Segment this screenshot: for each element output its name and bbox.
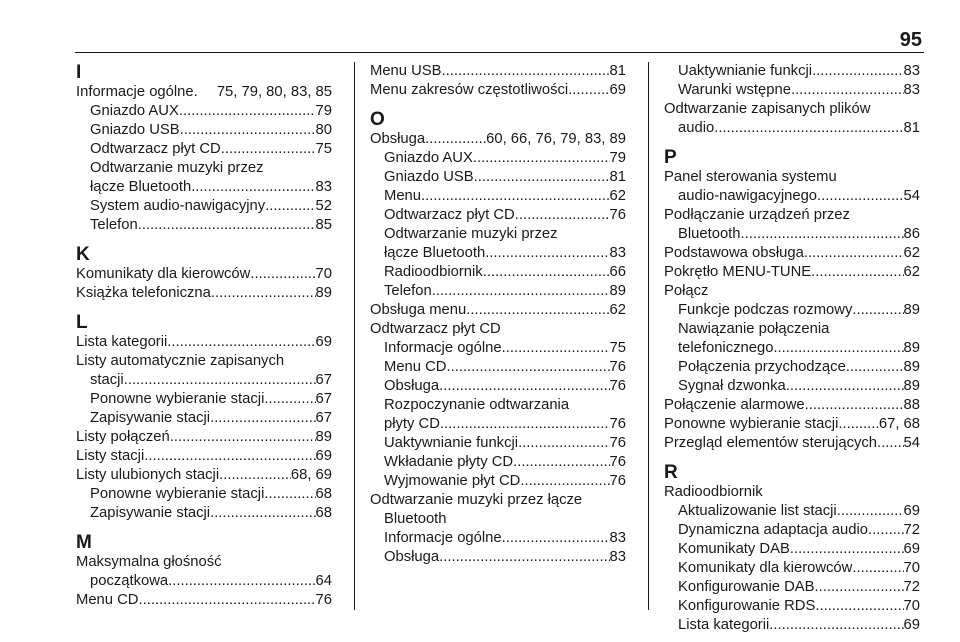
dot-leader — [439, 377, 609, 396]
index-entry-pages: 80 — [315, 122, 332, 138]
index-entry-term: Uaktywnianie funkcji — [678, 63, 813, 79]
index-entry-term: Bluetooth — [678, 226, 741, 242]
dot-leader — [791, 81, 904, 100]
dot-leader — [210, 409, 315, 428]
index-entry — [370, 244, 626, 263]
dot-leader — [502, 529, 610, 548]
index-entry — [664, 187, 920, 206]
index-entry — [76, 121, 332, 140]
index-entry-pages: 52 — [315, 198, 332, 214]
index-entry-term: Lista kategorii — [76, 334, 168, 350]
index-entry-term: Warunki wstępne — [678, 82, 791, 98]
dot-leader — [846, 358, 904, 377]
dot-leader — [211, 284, 316, 303]
index-entry-term: Podstawowa obsługa — [664, 245, 804, 261]
dot-leader — [513, 453, 609, 472]
dot-leader — [520, 472, 609, 491]
index-entry — [370, 377, 626, 396]
index-entry-term: Gniazdo USB — [90, 122, 180, 138]
index-entry-text: Odtwarzanie zapisanych plików — [664, 101, 871, 117]
dot-leader — [264, 390, 315, 409]
index-letter-heading: L — [76, 312, 88, 333]
index-entry — [370, 130, 626, 149]
index-entry-pages: 85 — [315, 217, 332, 233]
dot-leader — [805, 396, 904, 415]
index-entry-term: Wyjmowanie płyt CD — [384, 473, 521, 489]
index-entry-term: telefonicznego — [678, 340, 774, 356]
index-entry-pages: 89 — [903, 302, 920, 318]
index-entry — [664, 81, 920, 100]
index-entry-pages: 72 — [903, 579, 920, 595]
page-number: 95 — [899, 29, 922, 51]
dot-leader — [817, 187, 904, 206]
index-entry-pages: 69 — [903, 503, 920, 519]
dot-leader — [518, 434, 609, 453]
index-entry-pages: 81 — [903, 120, 920, 136]
index-entry-pages: 62 — [903, 264, 920, 280]
dot-leader — [790, 540, 904, 559]
index-entry-pages: 76 — [609, 454, 626, 470]
dot-leader — [210, 504, 315, 523]
index-entry-term: Telefon — [90, 217, 138, 233]
dot-leader — [868, 521, 904, 540]
index-letter-heading: M — [76, 532, 92, 553]
index-entry-pages: 76 — [609, 416, 626, 432]
index-entry-term: Menu CD — [76, 592, 139, 608]
dot-leader — [138, 216, 316, 235]
index-entry-pages: 67 — [315, 372, 332, 388]
index-entry — [76, 390, 332, 409]
index-entry-pages: 83 — [903, 63, 920, 79]
index-entry-term: płyty CD — [384, 416, 440, 432]
dot-leader — [815, 597, 903, 616]
column-divider — [354, 62, 355, 610]
dot-leader — [877, 434, 904, 453]
index-entry — [370, 453, 626, 472]
index-entry-term: Zapisywanie stacji — [90, 410, 211, 426]
index-entry-pages: 62 — [609, 188, 626, 204]
index-entry-pages: 76 — [609, 378, 626, 394]
index-entry-pages: 68 — [315, 505, 332, 521]
index-entry-term: Obsługa menu — [370, 302, 467, 318]
index-entry-term: początkowa — [90, 573, 169, 589]
index-entry-term: Informacje ogólne — [384, 340, 502, 356]
index-entry-pages: 81 — [609, 169, 626, 185]
index-entry-term: Ponowne wybieranie stacji — [90, 486, 265, 502]
index-entry-term: łącze Bluetooth — [90, 179, 192, 195]
index-entry — [76, 371, 332, 390]
index-entry-text: Radioodbiornik — [664, 484, 763, 500]
dot-leader — [170, 428, 316, 447]
dot-leader — [786, 377, 904, 396]
dot-leader — [773, 339, 903, 358]
index-entry-term: Ponowne wybieranie stacji — [90, 391, 265, 407]
dot-leader — [466, 301, 609, 320]
index-entry — [664, 62, 920, 81]
dot-leader — [474, 168, 610, 187]
index-entry-text: Podłączanie urządzeń przez — [664, 207, 850, 223]
dot-leader — [811, 263, 903, 282]
index-entry-term: łącze Bluetooth — [384, 245, 486, 261]
index-entry-pages: 60, 66, 76, 79, 83, 89 — [486, 131, 626, 147]
index-entry — [370, 301, 626, 320]
index-entry-pages: 88 — [903, 397, 920, 413]
column-divider — [648, 62, 649, 610]
index-entry-term: Konfigurowanie DAB — [678, 579, 815, 595]
index-column-2 — [370, 62, 626, 567]
dot-leader — [219, 466, 291, 485]
index-entry — [370, 81, 626, 100]
index-entry — [370, 206, 626, 225]
dot-leader — [168, 572, 315, 591]
index-entry-pages: 89 — [903, 359, 920, 375]
index-entry-pages: 54 — [903, 188, 920, 204]
index-entry-pages: 86 — [903, 226, 920, 242]
dot-leader — [837, 502, 904, 521]
index-entry-pages: 89 — [609, 283, 626, 299]
index-entry-pages: 70 — [903, 560, 920, 576]
index-entry-term: Aktualizowanie list stacji — [678, 503, 837, 519]
index-entry-pages: 69 — [903, 617, 920, 633]
index-entry-pages: 67 — [315, 410, 332, 426]
index-entry-text: Listy automatycznie zapisanych — [76, 353, 285, 369]
dot-leader — [250, 265, 315, 284]
index-entry — [76, 284, 332, 303]
index-entry — [664, 119, 920, 138]
index-entry — [664, 301, 920, 320]
index-entry-term: Książka telefoniczna — [76, 285, 211, 301]
dot-leader — [502, 339, 610, 358]
index-entry — [76, 83, 332, 102]
index-entry — [664, 415, 920, 434]
index-entry-term: Konfigurowanie RDS — [678, 598, 816, 614]
dot-leader — [812, 62, 903, 81]
index-entry-term: stacji — [90, 372, 124, 388]
index-entry — [370, 62, 626, 81]
index-entry-term: Komunikaty dla kierowców — [76, 266, 251, 282]
index-entry — [370, 529, 626, 548]
index-entry-pages: 79 — [609, 150, 626, 166]
index-entry-term: Połączenia przychodzące — [678, 359, 846, 375]
index-entry-pages: 75 — [315, 141, 332, 157]
index-entry — [664, 616, 920, 635]
index-entry-pages: 69 — [315, 448, 332, 464]
index-entry-pages: 69 — [903, 541, 920, 557]
dot-leader — [804, 244, 904, 263]
dot-leader — [483, 263, 610, 282]
index-entry-term: Funkcje podczas rozmowy — [678, 302, 853, 318]
index-entry — [664, 597, 920, 616]
index-entry-text: Odtwarzanie muzyki przez — [384, 226, 558, 242]
header-rule — [75, 52, 924, 53]
index-entry — [370, 187, 626, 206]
index-entry-term: Komunikaty DAB — [678, 541, 790, 557]
index-entry-pages: 76 — [609, 359, 626, 375]
index-entry-text: Odtwarzanie muzyki przez — [90, 160, 264, 176]
index-entry-term: audio — [678, 120, 715, 136]
index-letter-heading: I — [76, 62, 82, 83]
index-entry-pages: 83 — [609, 530, 626, 546]
dot-leader — [442, 62, 610, 81]
index-entry-term: Gniazdo AUX — [384, 150, 473, 166]
index-entry-term: Lista kategorii — [678, 617, 770, 633]
index-entry-term: Menu — [384, 188, 422, 204]
index-entry — [664, 578, 920, 597]
index-entry — [370, 282, 626, 301]
index-entry-pages: 75 — [609, 340, 626, 356]
index-entry — [664, 358, 920, 377]
dot-leader — [264, 485, 315, 504]
index-entry-term: Listy stacji — [76, 448, 145, 464]
dot-leader — [144, 447, 315, 466]
index-entry-term: Obsługa — [384, 378, 440, 394]
index-entry-term: Informacje ogólne. — [76, 84, 198, 100]
index-entry-term: Odtwarzacz płyt CD — [384, 207, 515, 223]
index-entry-text: Odtwarzanie muzyki przez łącze — [370, 492, 583, 508]
index-entry-pages: 76 — [609, 473, 626, 489]
dot-leader — [473, 149, 610, 168]
index-entry-term: Dynamiczna adaptacja audio — [678, 522, 869, 538]
index-entry-term: Telefon — [384, 283, 432, 299]
index-letter-heading: R — [664, 462, 678, 483]
index-entry — [76, 140, 332, 159]
index-entry-pages: 67, 68 — [878, 416, 920, 432]
index-entry-term: System audio-nawigacyjny — [90, 198, 266, 214]
index-entry-pages: 66 — [609, 264, 626, 280]
dot-leader — [485, 244, 609, 263]
index-entry-term: Przegląd elementów sterujących — [664, 435, 878, 451]
index-entry — [664, 434, 920, 453]
index-entry-term: Odtwarzacz płyt CD — [90, 141, 221, 157]
dot-leader — [741, 225, 904, 244]
index-entry — [664, 377, 920, 396]
index-entry-pages: 83 — [315, 179, 332, 195]
dot-leader — [815, 578, 904, 597]
index-entry-term: Ponowne wybieranie stacji — [664, 416, 839, 432]
index-entry-pages: 72 — [903, 522, 920, 538]
index-entry-text: Nawiązanie połączenia — [678, 321, 830, 337]
index-entry — [76, 428, 332, 447]
index-entry — [370, 263, 626, 282]
index-entry-pages: 83 — [609, 245, 626, 261]
index-entry-pages: 69 — [315, 334, 332, 350]
index-entry-pages: 76 — [315, 592, 332, 608]
index-entry-pages: 81 — [609, 63, 626, 79]
dot-leader — [515, 206, 610, 225]
index-entry-term: Radioodbiornik — [384, 264, 483, 280]
index-entry-pages: 64 — [315, 573, 332, 589]
index-entry — [76, 197, 332, 216]
index-entry-term: Zapisywanie stacji — [90, 505, 211, 521]
index-entry-text: Rozpoczynanie odtwarzania — [384, 397, 570, 413]
dot-leader — [432, 282, 610, 301]
index-entry-text: Panel sterowania systemu — [664, 169, 837, 185]
dot-leader — [139, 591, 316, 610]
index-entry-text: Odtwarzacz płyt CD — [370, 321, 501, 337]
dot-leader — [714, 119, 903, 138]
index-entry-pages: 75, 79, 80, 83, 85 — [216, 84, 332, 100]
index-entry-pages: 89 — [315, 429, 332, 445]
index-entry — [664, 521, 920, 540]
dot-leader — [265, 197, 315, 216]
index-entry-pages: 70 — [315, 266, 332, 282]
index-entry-term: Połączenie alarmowe — [664, 397, 805, 413]
index-entry — [76, 102, 332, 121]
index-entry — [664, 559, 920, 578]
index-entry-term: Sygnał dzwonka — [678, 378, 786, 394]
index-entry-term: Obsługa — [384, 549, 440, 565]
index-entry-pages: 62 — [903, 245, 920, 261]
index-entry-term: Komunikaty dla kierowców — [678, 560, 853, 576]
index-entry — [76, 216, 332, 235]
index-entry-pages: 70 — [903, 598, 920, 614]
dot-leader — [440, 415, 610, 434]
index-entry-pages: 83 — [903, 82, 920, 98]
index-entry-term: Obsługa — [370, 131, 426, 147]
index-entry — [664, 225, 920, 244]
dot-leader — [439, 548, 609, 567]
dot-leader — [124, 371, 316, 390]
dot-leader — [421, 187, 610, 206]
index-entry-term: Gniazdo USB — [384, 169, 474, 185]
index-entry — [370, 548, 626, 567]
dot-leader — [447, 358, 610, 377]
dot-leader — [191, 178, 315, 197]
index-letter-heading: K — [76, 244, 90, 265]
index-entry-pages: 54 — [903, 435, 920, 451]
index-entry-term: Informacje ogólne — [384, 530, 502, 546]
index-letter-heading: P — [664, 147, 677, 168]
index-entry — [76, 265, 332, 284]
index-entry — [370, 472, 626, 491]
index-entry — [76, 178, 332, 197]
index-entry-term: Menu zakresów częstotliwości — [370, 82, 569, 98]
index-entry-term: Menu USB — [370, 63, 442, 79]
index-entry-term: Listy ulubionych stacji — [76, 467, 220, 483]
index-entry-term: Gniazdo AUX — [90, 103, 179, 119]
dot-leader — [568, 81, 609, 100]
index-entry — [76, 466, 332, 485]
dot-leader — [180, 121, 316, 140]
index-entry — [370, 168, 626, 187]
index-entry — [370, 358, 626, 377]
index-entry — [664, 244, 920, 263]
dot-leader — [838, 415, 878, 434]
index-entry — [76, 504, 332, 523]
index-entry-term: Menu CD — [384, 359, 447, 375]
index-entry-text: Połącz — [664, 283, 709, 299]
index-entry — [76, 447, 332, 466]
index-entry-pages: 69 — [609, 82, 626, 98]
index-entry — [76, 591, 332, 610]
index-entry-text: Bluetooth — [384, 511, 447, 527]
index-entry-pages: 67 — [315, 391, 332, 407]
dot-leader — [221, 140, 316, 159]
index-entry — [76, 572, 332, 591]
index-column-1 — [76, 62, 332, 610]
dot-leader — [167, 333, 315, 352]
index-entry — [370, 339, 626, 358]
index-entry-pages: 76 — [609, 207, 626, 223]
index-letter-heading: O — [370, 109, 385, 130]
dot-leader — [179, 102, 316, 121]
index-entry-pages: 89 — [903, 378, 920, 394]
index-entry-pages: 68 — [315, 486, 332, 502]
index-entry-pages: 62 — [609, 302, 626, 318]
dot-leader — [769, 616, 903, 635]
index-entry-pages: 89 — [315, 285, 332, 301]
index-entry-term: Wkładanie płyty CD — [384, 454, 514, 470]
index-entry-term: Uaktywnianie funkcji — [384, 435, 519, 451]
index-entry — [370, 415, 626, 434]
index-entry-term: Pokrętło MENU-TUNE — [664, 264, 812, 280]
index-column-3 — [664, 62, 920, 635]
index-entry-pages: 89 — [903, 340, 920, 356]
index-entry-text: Maksymalna głośność — [76, 554, 222, 570]
index-entry-pages: 83 — [609, 549, 626, 565]
index-entry-pages: 68, 69 — [290, 467, 332, 483]
index-entry-term: audio-nawigacyjnego — [678, 188, 818, 204]
index-entry — [76, 485, 332, 504]
index-entry-term: Listy połączeń — [76, 429, 170, 445]
dot-leader — [852, 559, 903, 578]
index-entry-pages: 79 — [315, 103, 332, 119]
dot-leader — [425, 130, 486, 149]
index-entry — [664, 339, 920, 358]
index-entry — [664, 263, 920, 282]
index-entry — [370, 149, 626, 168]
index-entry-pages: 76 — [609, 435, 626, 451]
index-entry — [664, 502, 920, 521]
index-entry — [76, 333, 332, 352]
index-entry — [664, 396, 920, 415]
index-entry — [664, 540, 920, 559]
index-entry — [370, 434, 626, 453]
dot-leader — [852, 301, 903, 320]
index-entry — [76, 409, 332, 428]
